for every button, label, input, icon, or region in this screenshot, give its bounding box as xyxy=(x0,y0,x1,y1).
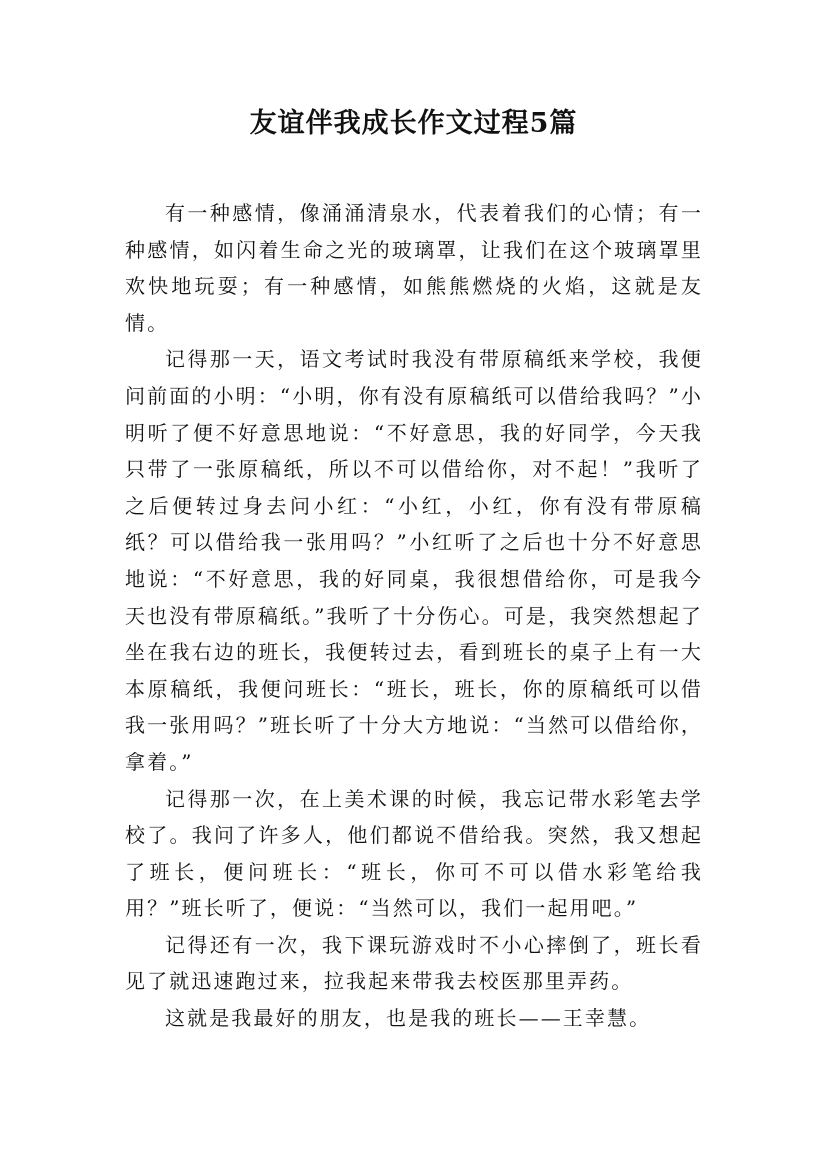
paragraph: 有一种感情，像涌涌清泉水，代表着我们的心情；有一种感情，如闪着生命之光的玻璃罩，让我们在这个玻璃罩里欢快地玩耍；有一种感情，如熊熊燃烧的火焰，这就是友情。 xyxy=(125,201,703,335)
document-title: 友谊伴我成长作文过程5篇 xyxy=(249,108,578,139)
paragraph: 这就是我最好的朋友，也是我的班长——王幸慧。 xyxy=(165,1006,652,1031)
paragraph: 记得那一次，在上美术课的时候，我忘记带水彩笔去学校了。我问了许多人，他们都说不借给我。突然，我又想起了班长，便问班长：“班长，你可不可以借水彩笔给我用？”班长听了，便说：“当然可以，我们一起用吧。” xyxy=(125,786,703,921)
document-body xyxy=(125,195,703,1037)
paragraph: 记得还有一次，我下课玩游戏时不小心摔倒了，班长看见了就迅速跑过来，拉我起来带我去校医那里弄药。 xyxy=(125,932,703,994)
paragraph: 记得那一天，语文考试时我没有带原稿纸来学校，我便问前面的小明：“小明，你有没有原稿纸可以借给我吗？”小明听了便不好意思地说：“不好意思，我的好同学，今天我只带了一张原稿纸，所以不可以借给你，对不起！”我听了之后便转过身去问小红：“小红，小红，你有没有带原稿纸？可以借给我一张用吗？”小红听了之后也十分不好意思地说：“不好意思，我的好同桌，我很想借给你，可是我今天也没有带原稿纸。”我听了十分伤心。可是，我突然想起了坐在我右边的班长，我便转过去，看到班长的桌子上有一大本原稿纸，我便问班长：“班长，班长，你的原稿纸可以借我一张用吗？”班长听了十分大方地说：“当然可以借给你，拿着。” xyxy=(125,347,703,774)
